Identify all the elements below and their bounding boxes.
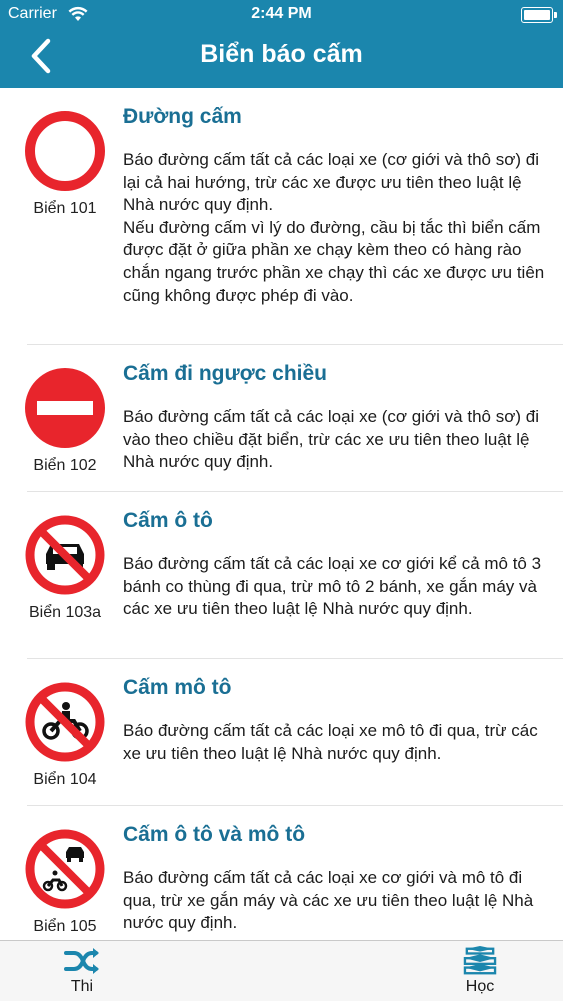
divider	[27, 491, 563, 492]
sign-code: Biển 102	[33, 457, 97, 474]
sign-description: Báo đường cấm tất cả các loại xe cơ giới và mô tô đi qua, trừ xe gắn máy và các xe ưu tiên theo luật lệ Nhà nước quy định.	[123, 868, 534, 933]
sign-title: Cấm ô tô và mô tô	[123, 823, 306, 846]
sign-title: Cấm mô tô	[123, 676, 232, 699]
no-entry-both-directions-sign-icon	[24, 110, 106, 192]
no-motorcycles-sign-icon	[24, 681, 106, 763]
sign-title: Đường cấm	[123, 105, 242, 128]
no-cars-sign-icon	[24, 514, 106, 596]
sign-description: Báo đường cấm tất cả các loại xe mô tô đi qua, trừ các xe ưu tiên theo luật lệ Nhà nước quy định.	[123, 721, 538, 763]
divider	[27, 805, 563, 806]
sign-list[interactable]	[0, 88, 563, 940]
divider	[27, 344, 563, 345]
page-title: Biển báo cấm	[200, 40, 363, 68]
no-entry-sign-icon	[24, 367, 106, 449]
battery-icon	[521, 7, 553, 23]
shuffle-icon	[62, 945, 102, 977]
status-bar	[0, 0, 563, 30]
divider	[27, 658, 563, 659]
books-icon	[460, 945, 500, 977]
sign-description: Báo đường cấm tất cả các loại xe cơ giới kể cả mô tô 3 bánh co thùng đi qua, trừ mô tô 2 bánh, xe gắn máy và các xe ưu tiên theo luật lệ Nhà nước quy định.	[123, 554, 542, 619]
tab-thi[interactable]	[32, 941, 132, 1001]
no-cars-and-motorcycles-sign-icon	[24, 828, 106, 910]
sign-code: Biển 103a	[28, 604, 102, 621]
sign-title: Cấm đi ngược chiều	[123, 362, 328, 385]
sign-code: Biển 105	[33, 918, 97, 935]
sign-code: Biển 101	[33, 200, 97, 217]
tab-label: Học	[465, 978, 495, 995]
sign-code: Biển 104	[33, 771, 97, 788]
tab-label: Thi	[70, 978, 94, 995]
navigation-header	[0, 0, 563, 88]
carrier-label: Carrier	[8, 5, 57, 22]
clock: 2:44 PM	[251, 5, 312, 22]
sign-description: Báo đường cấm tất cả các loại xe (cơ giới và thô sơ) đi lại cả hai hướng, trừ các xe được ưu tiên theo luật lệ Nhà nước quy định. Nếu đường cấm vì lý do đường, cầu bị tắc thì biển cấm được đặt ở giữa phần xe chạy kèm theo có hàng rào chắn ngang trước phần xe chạy thì các xe được ưu tiên cũng không được phép đi vào.	[123, 150, 545, 305]
sign-title: Cấm ô tô	[123, 509, 213, 532]
tab-bar	[0, 940, 563, 1001]
tab-hoc[interactable]	[430, 941, 530, 1001]
sign-description: Báo đường cấm tất cả các loại xe (cơ giới và thô sơ) đi vào theo chiều đặt biển, trừ các xe ưu tiên theo luật lệ Nhà nước quy định.	[123, 407, 539, 472]
